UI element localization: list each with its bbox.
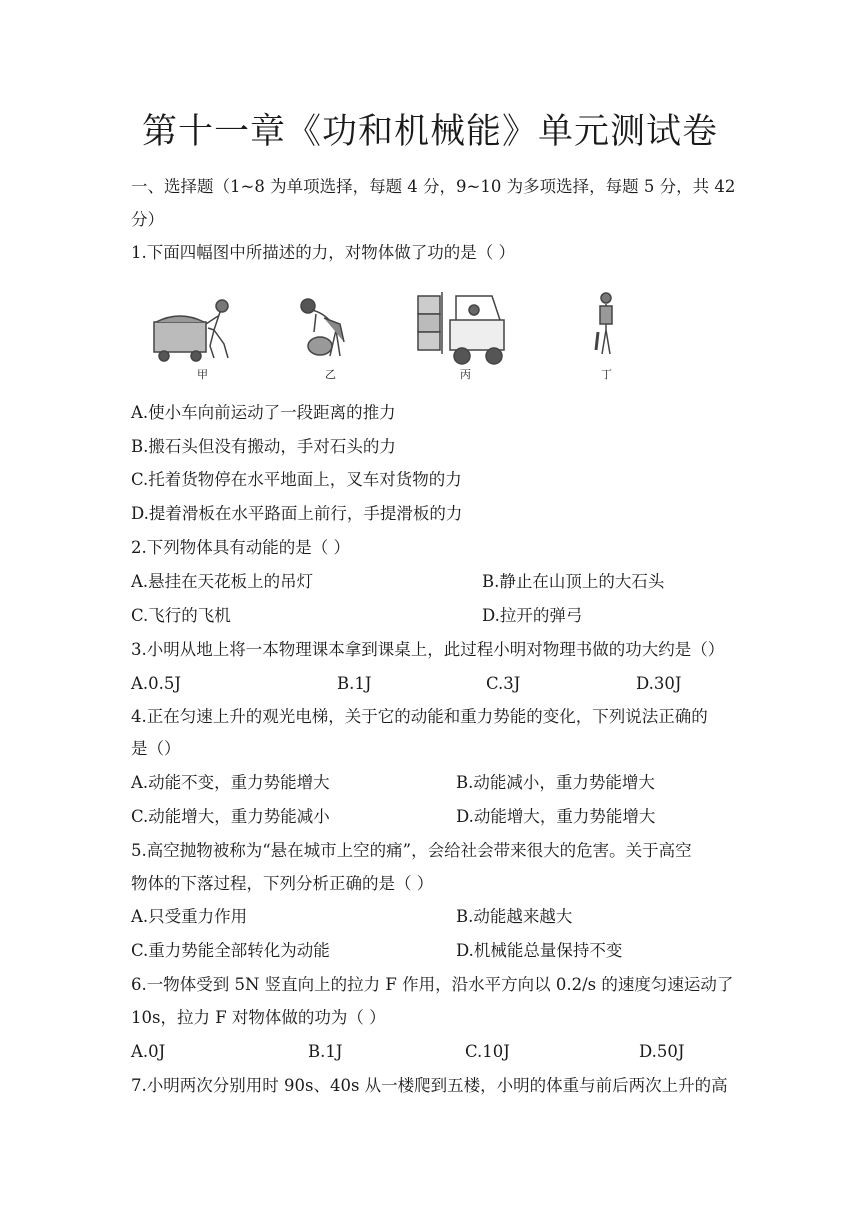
q6-stem-cont: 10s，拉力 F 对物体做的功为（ ） [131, 1008, 386, 1027]
q5-stem: 5.高空抛物被称为“悬在城市上空的痛”，会给社会带来很大的危害。关于高空 [131, 841, 692, 860]
figure-label-ding: 丁 [601, 368, 612, 381]
q4-option-b: B.动能减小，重力势能增大 [456, 773, 655, 792]
q6-stem: 6.一物体受到 5N 竖直向上的拉力 F 作用，沿水平方向以 0.2/s 的速度匀速运动了 [131, 975, 734, 994]
q5-option-c: C.重力势能全部转化为动能 [131, 941, 330, 960]
q6-option-a: A.0J [131, 1042, 166, 1061]
q6-option-c: C.10J [465, 1042, 510, 1061]
q2-option-d: D.拉开的弹弓 [482, 606, 583, 625]
q1-illustration [140, 284, 640, 392]
q6-option-d: D.50J [639, 1042, 685, 1061]
q3-stem: 3.小明从地上将一本物理课本拿到课桌上，此过程小明对物理书做的功大约是（） [131, 640, 725, 659]
page-title: 第十一章《功和机械能》单元测试卷 [141, 112, 718, 152]
section-heading-cont: 分） [131, 210, 164, 229]
cart-pushing-illustration [154, 300, 228, 361]
q2-stem: 2.下列物体具有动能的是（ ） [131, 538, 350, 557]
lifting-rock-illustration [301, 299, 344, 356]
figure-label-yi: 乙 [325, 368, 336, 381]
section-heading: 一、选择题（1~8 为单项选择，每题 4 分，9~10 为多项选择，每题 5 分，共 42 [131, 177, 736, 196]
q3-option-c: C.3J [486, 674, 521, 693]
q1-option-b: B.搬石头但没有搬动，手对石头的力 [131, 437, 396, 456]
q3-option-d: D.30J [636, 674, 682, 693]
q4-stem: 4.正在匀速上升的观光电梯，关于它的动能和重力势能的变化，下列说法正确的 [131, 707, 708, 726]
q1-option-a: A.使小车向前运动了一段距离的推力 [131, 403, 396, 422]
q5-option-a: A.只受重力作用 [131, 907, 248, 926]
q3-option-b: B.1J [337, 674, 372, 693]
q2-option-a: A.悬挂在天花板上的吊灯 [131, 572, 314, 591]
q4-option-d: D.动能增大，重力势能增大 [456, 807, 656, 826]
q5-option-b: B.动能越来越大 [456, 907, 573, 926]
q1-option-c: C.托着货物停在水平地面上，叉车对货物的力 [131, 470, 462, 489]
q2-option-c: C.飞行的飞机 [131, 606, 231, 625]
q7-stem: 7.小明两次分别用时 90s、40s 从一楼爬到五楼，小明的体重与前后两次上升的高 [131, 1076, 728, 1095]
q5-option-d: D.机械能总量保持不变 [456, 941, 623, 960]
q3-option-a: A.0.5J [131, 674, 182, 693]
skateboard-carrying-illustration [596, 293, 612, 354]
q4-option-a: A.动能不变，重力势能增大 [131, 773, 330, 792]
q1-figure [140, 284, 640, 392]
q2-option-b: B.静止在山顶上的大石头 [482, 572, 665, 591]
q5-stem-cont: 物体的下落过程，下列分析正确的是（ ） [131, 874, 434, 893]
q1-stem: 1.下面四幅图中所描述的力，对物体做了功的是（ ） [131, 243, 515, 262]
q4-stem-cont: 是（） [131, 739, 181, 758]
figure-label-jia: 甲 [197, 368, 208, 381]
figure-label-bing: 丙 [460, 368, 471, 381]
q1-option-d: D.提着滑板在水平路面上前行，手提滑板的力 [131, 504, 463, 523]
forklift-illustration [418, 292, 504, 364]
q4-option-c: C.动能增大，重力势能减小 [131, 807, 330, 826]
q6-option-b: B.1J [308, 1042, 343, 1061]
